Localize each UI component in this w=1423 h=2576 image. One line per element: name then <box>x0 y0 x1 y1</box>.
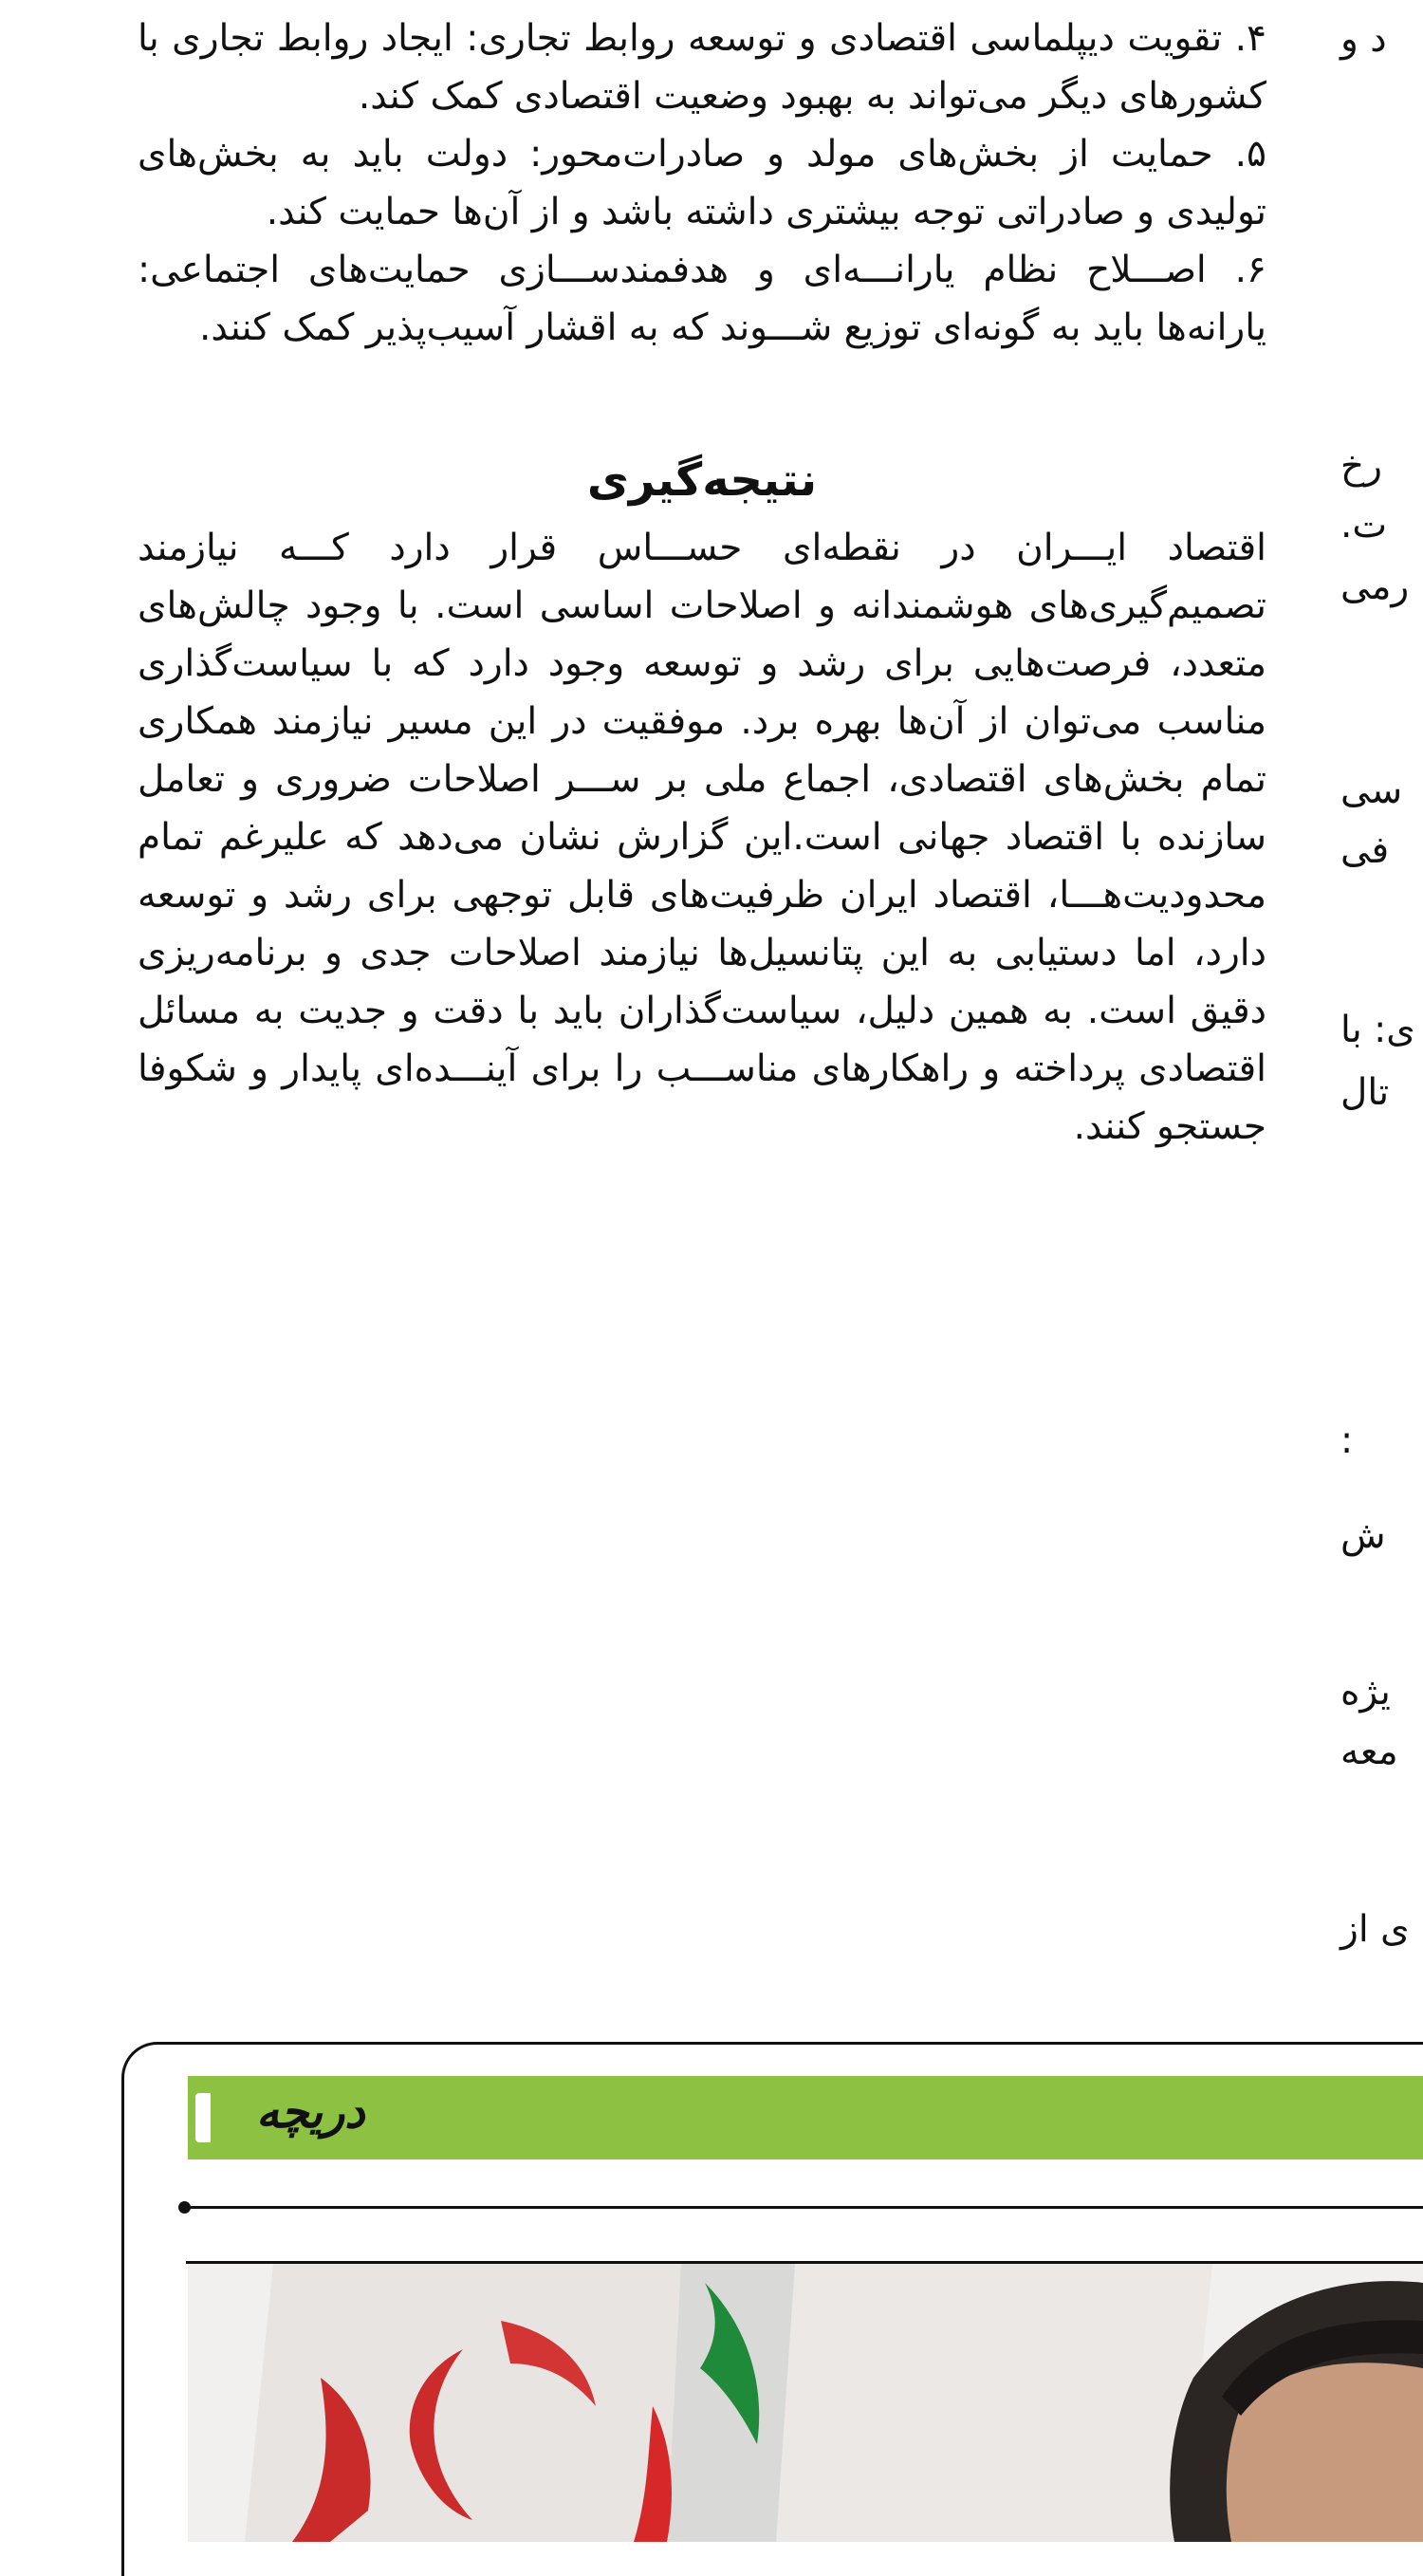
flag-and-portrait-image <box>188 2264 1423 2542</box>
adjacent-column-fragments <box>1333 0 1423 2002</box>
box-banner <box>188 2076 1423 2159</box>
fragment: ی از <box>1340 1908 1410 1951</box>
fragment: د و <box>1340 18 1387 61</box>
fragment: سی <box>1340 769 1403 812</box>
fragment: ت. <box>1340 504 1388 547</box>
fragment: ش <box>1340 1514 1386 1557</box>
list-item-5: ۵. حمایت از بخش‌های مولد و صادرات‌محور: دولت باید به بخش‌های تولیدی و صادراتی توجه بیشتری داشته باشد و از آن‌ها حمایت کند. <box>138 133 1266 233</box>
conclusion-paragraph: اقتصاد ایـــران در نقطه‌ای حســـاس قرار دارد کـــه نیازمند تصمیم‌گیری‌های هوشمندانه و اصلاحات اساسی است. با وجود چالش‌های متعدد، فرصت‌هایی برای رشد و توسعه وجود دارد که با سیاست‌گذاری مناسب می‌توان از آن‌ها بهره برد. موفقیت در این مسیر نیازمند همکاری تمام بخش‌های اقتصادی، اجماع ملی بر ســـر اصلاحات ضروری و تعامل سازنده با اقتصاد جهانی است.این گزارش نشان می‌دهد که علیرغم تمام محدودیت‌هـــا، اقتصاد ایران ظرفیت‌های قابل توجهی برای رشد و توسعه دارد، اما دستیابی به این پتانسیل‌ها نیازمند اصلاحات جدی و برنامه‌ریزی دقیق است. به همین دلیل، سیاست‌گذاران باید با دقت و جدیت به مسائل اقتصادی پرداخته و راهکارهای مناســـب را برای آینـــده‌ای پایدار و شکوفا جستجو کنند. <box>138 527 1266 1148</box>
fragment: تال <box>1340 1071 1390 1114</box>
divider-dot <box>178 2201 191 2214</box>
article-photo <box>188 2264 1423 2542</box>
list-item-6: ۶. اصـــلاح نظام یارانـــه‌ای و هدفمندســـازی حمایت‌های اجتماعی: یارانه‌ها باید به گونه‌ای توزیع شـــوند که به اقشار آسیب‌پذیر کمک کنند. <box>138 249 1266 349</box>
conclusion-title: نتیجه‌گیری <box>586 454 818 507</box>
fragment: رمی <box>1340 565 1410 608</box>
fragment: یژه <box>1340 1671 1391 1714</box>
banner-notch <box>195 2093 211 2142</box>
article-column <box>138 9 1266 1156</box>
box-divider <box>186 2206 1423 2209</box>
list-item-4: ۴. تقویت دیپلماسی اقتصادی و توسعه روابط تجاری: ایجاد روابط تجاری با کشورهای دیگر می‌تواند به بهبود وضعیت اقتصادی کمک کند. <box>138 17 1266 118</box>
fragment: : <box>1340 1419 1354 1462</box>
fragment: معه <box>1340 1731 1398 1773</box>
fragment: ی: با <box>1340 1009 1415 1051</box>
fragment: فی <box>1340 829 1390 872</box>
box-label: دریچه <box>256 2085 365 2139</box>
fragment: رخ <box>1340 445 1383 488</box>
